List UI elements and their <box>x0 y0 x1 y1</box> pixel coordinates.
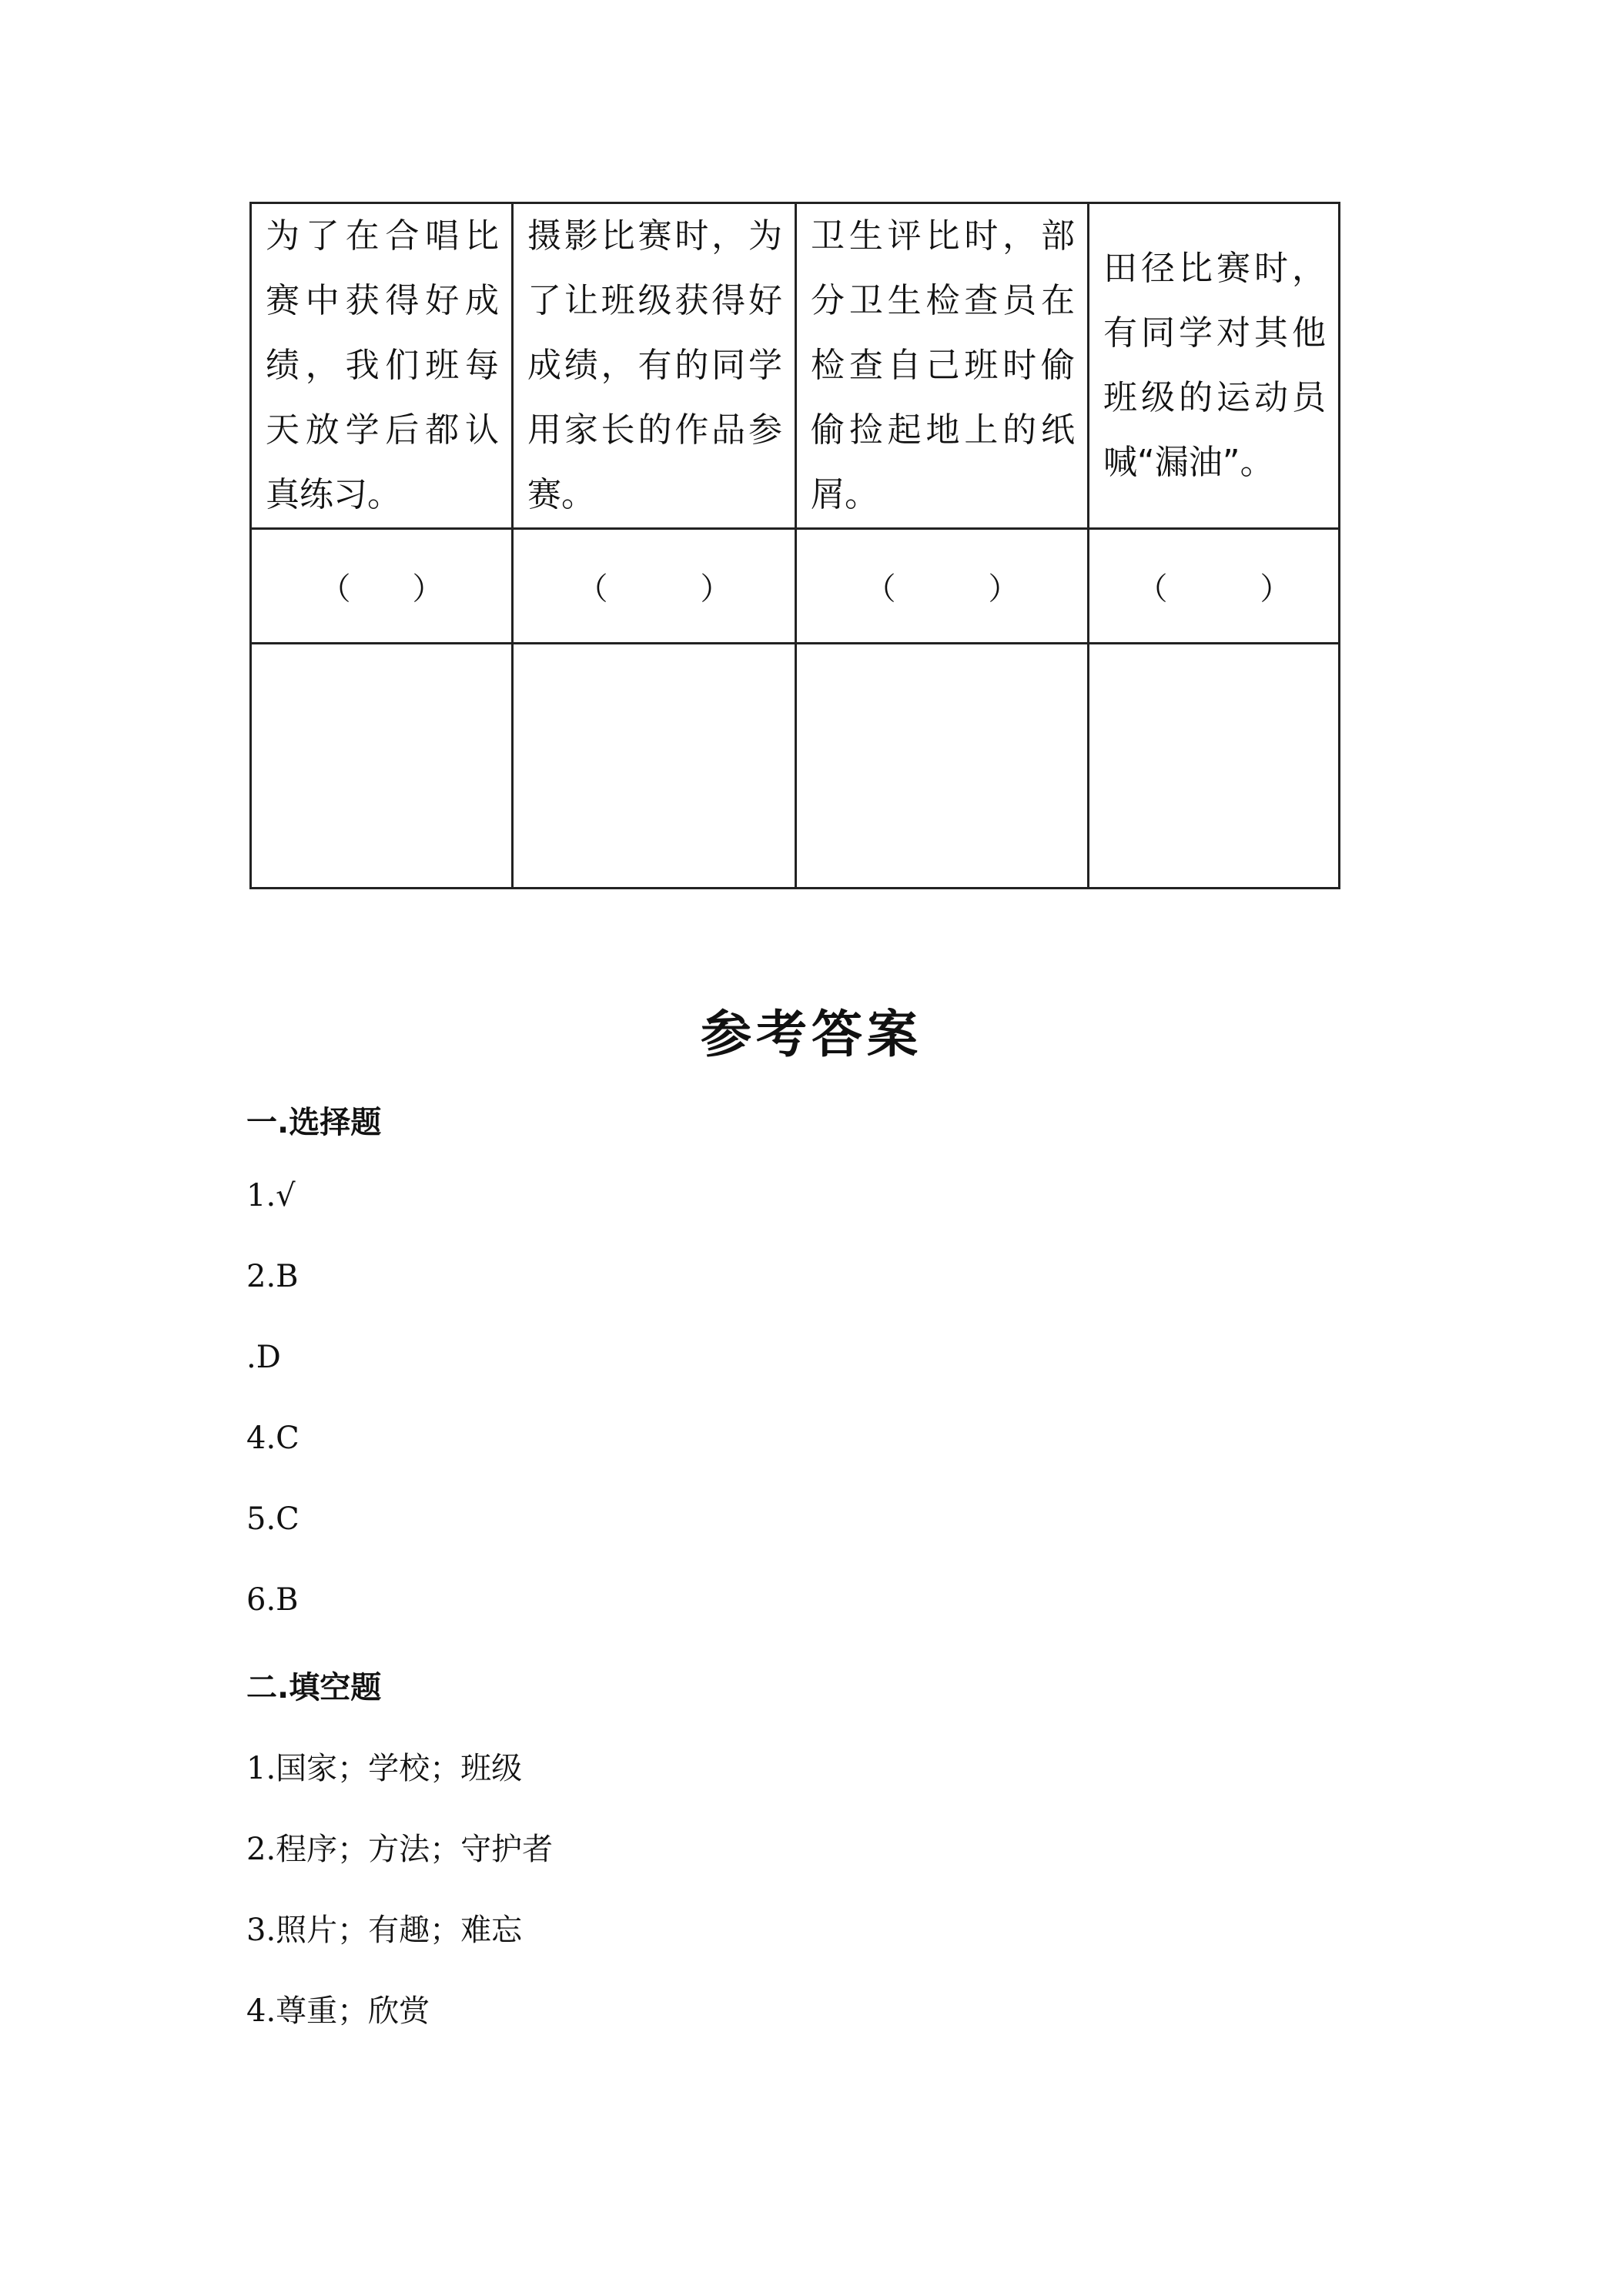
table-cell-empty <box>513 644 796 889</box>
answer-item: .D <box>246 1340 281 1375</box>
answer-item: 2.B <box>246 1259 299 1294</box>
scenario-text-3: 卫生评比时，部分卫生检查员在检查自己班时偷偷捡起地上的纸屑。 <box>811 216 1075 514</box>
scenario-table <box>249 202 1340 889</box>
answer-item: 5.C <box>246 1501 300 1537</box>
answer-item: 4.尊重；欣赏 <box>246 1993 430 2029</box>
table-cell-empty <box>1089 644 1340 889</box>
table-row-empty <box>251 644 1340 889</box>
table-cell <box>1089 203 1340 529</box>
answer-item: 3.照片；有趣；难忘 <box>246 1913 523 1948</box>
scenario-text-1: 为了在合唱比赛中获得好成绩，我们班每天放学后都认真练习。 <box>266 216 499 514</box>
scenario-text-2: 摄影比赛时，为了让班级获得好成绩，有的同学用家长的作品参赛。 <box>527 216 782 514</box>
answer-key-title: 参考答案 <box>701 1005 922 1064</box>
table-cell <box>796 529 1089 644</box>
table-row-answer-blanks <box>251 529 1340 644</box>
answer-item: 4.C <box>246 1421 300 1456</box>
table-row-descriptions <box>251 203 1340 529</box>
table-cell-empty <box>251 644 513 889</box>
scenario-text-4: 田径比赛时，有同学对其他班级的运动员喊“漏油”。 <box>1103 249 1326 482</box>
table-cell <box>251 529 513 644</box>
answer-item: 6.B <box>246 1582 299 1618</box>
table-cell <box>251 203 513 529</box>
section-heading-choice: 一.选择题 <box>246 1105 382 1140</box>
answer-item: 2.程序；方法；守护者 <box>246 1832 554 1867</box>
table-cell-empty <box>796 644 1089 889</box>
answer-blank-3: （ ） <box>865 571 1019 607</box>
answer-item: 1.国家；学校；班级 <box>246 1751 523 1786</box>
table-cell <box>796 203 1089 529</box>
table-cell <box>1089 529 1340 644</box>
table-cell <box>513 203 796 529</box>
section-heading-fill: 二.填空题 <box>246 1670 382 1705</box>
answer-blank-2: （ ） <box>577 571 731 607</box>
table-cell <box>513 529 796 644</box>
answer-blank-1: （ ） <box>320 571 443 607</box>
answer-item: 1.√ <box>246 1178 296 1213</box>
answer-blank-4: （ ） <box>1136 571 1291 607</box>
